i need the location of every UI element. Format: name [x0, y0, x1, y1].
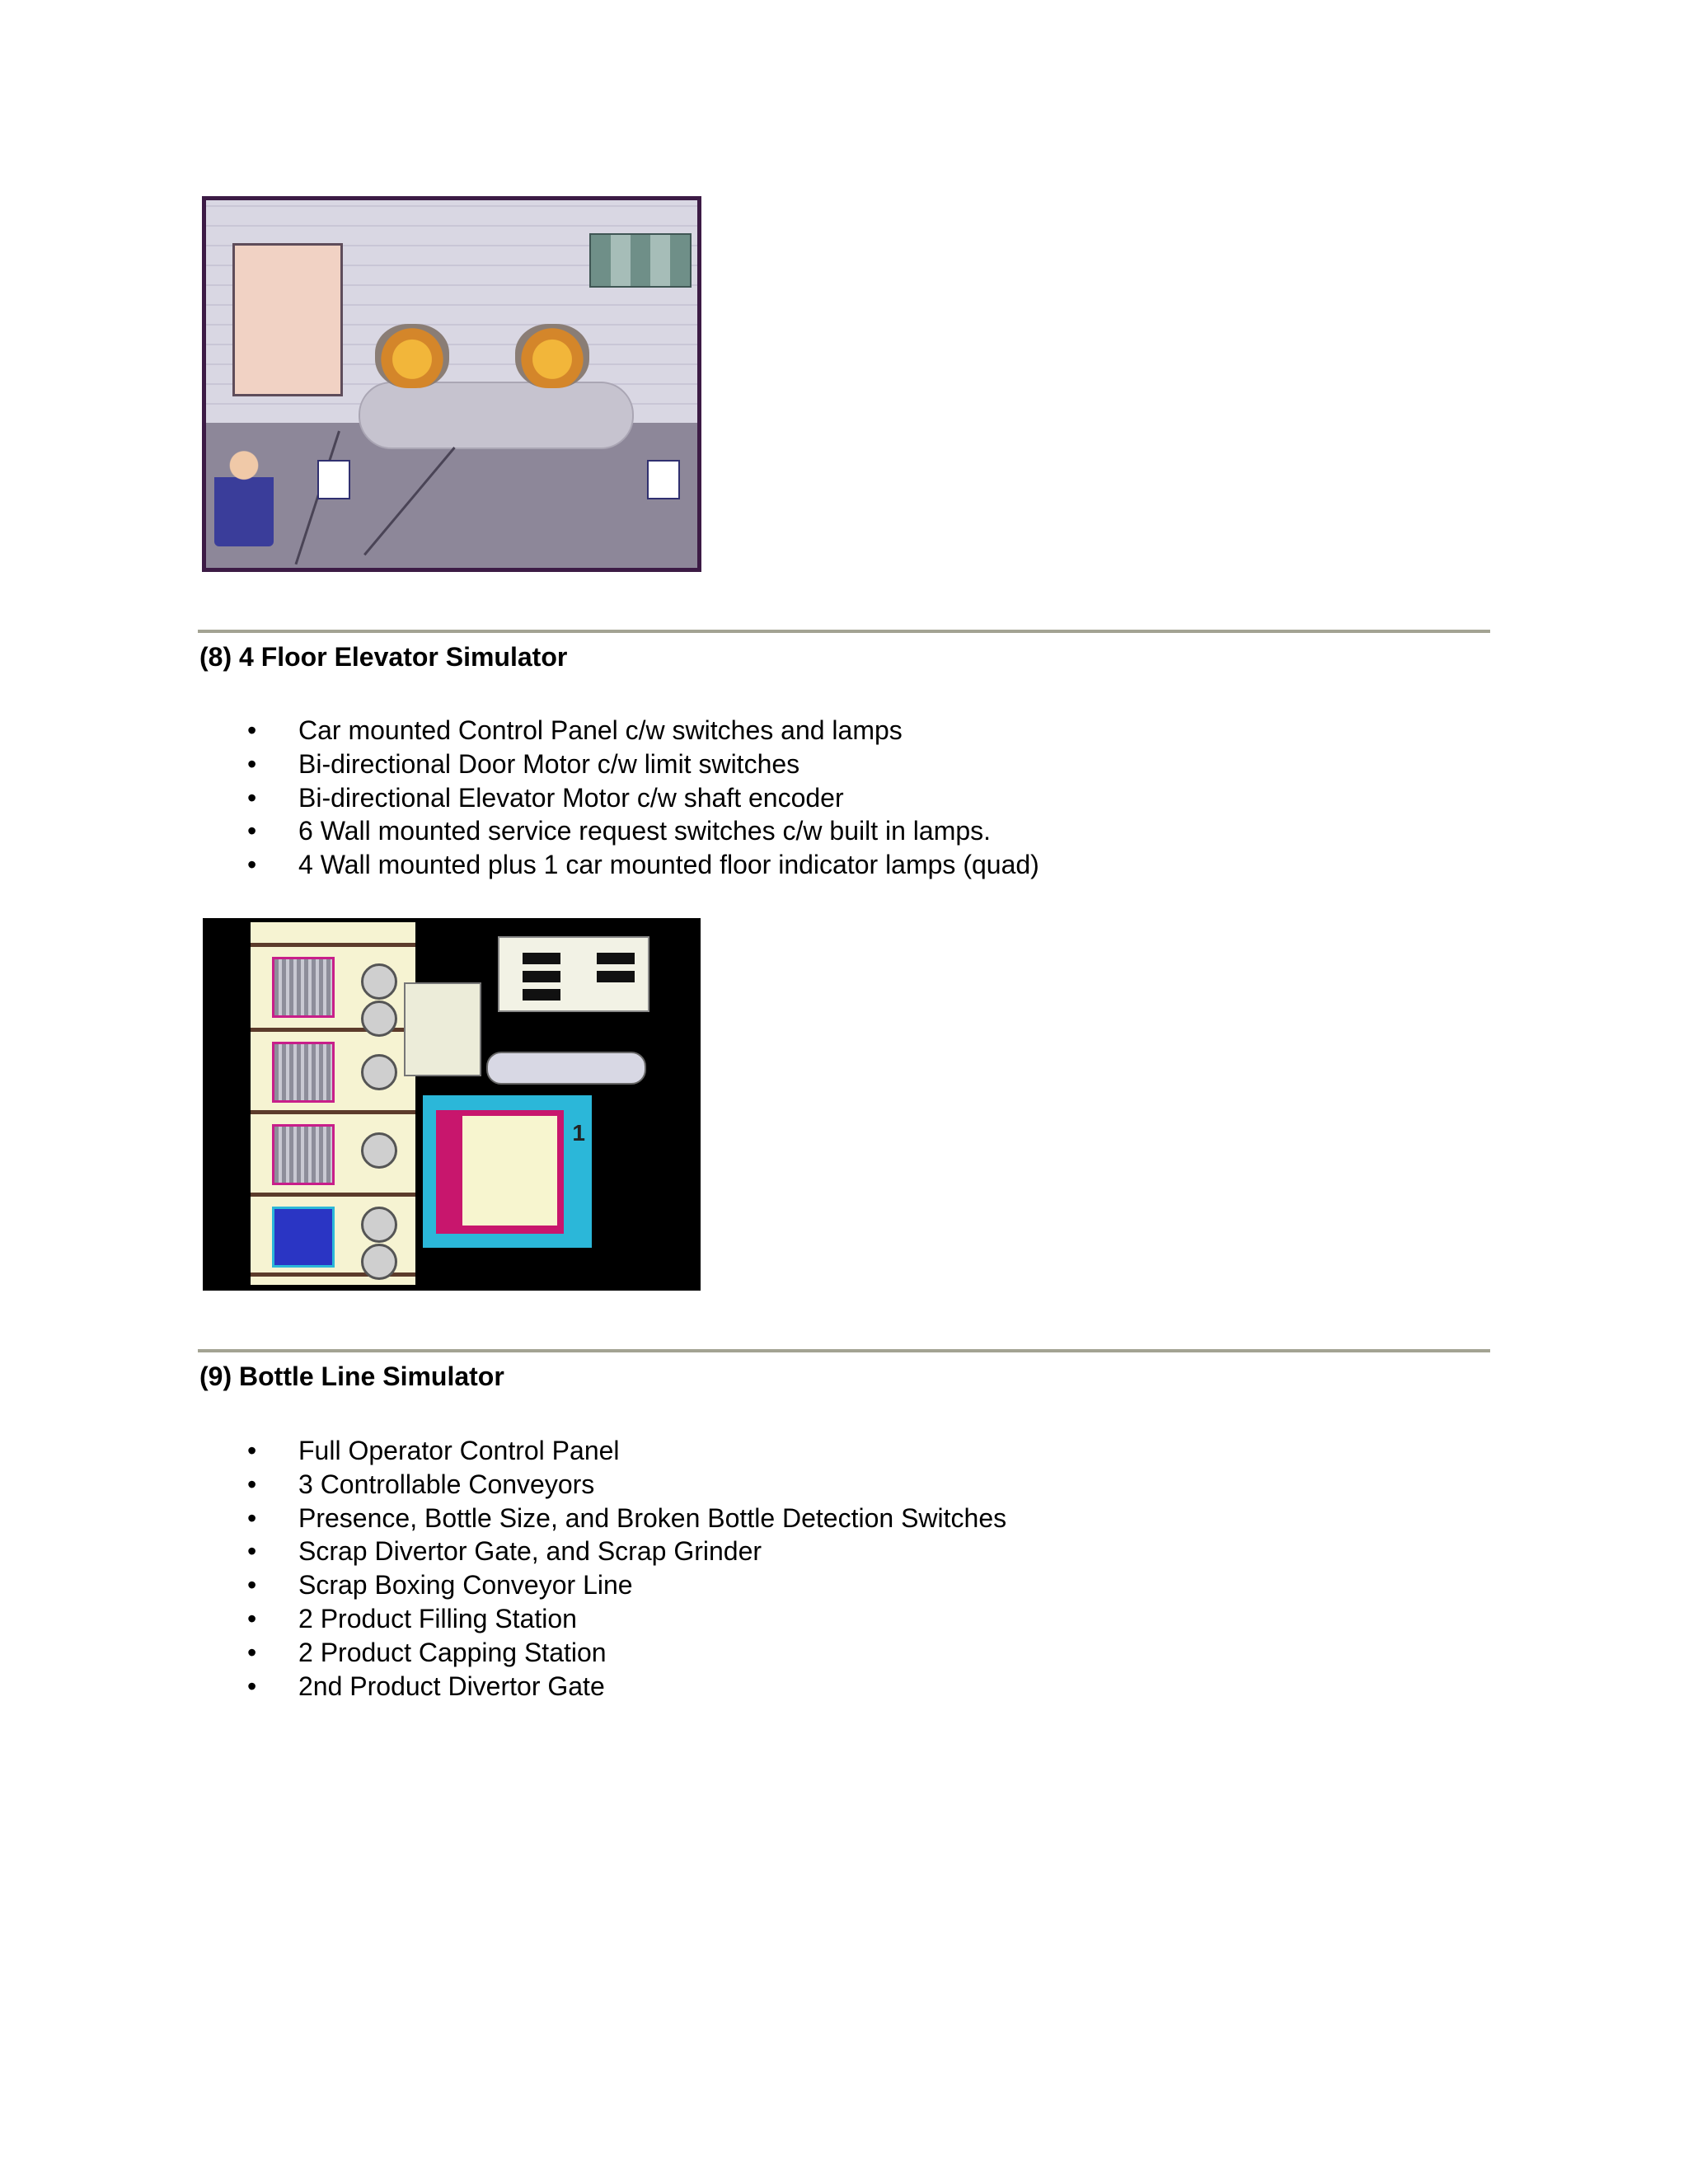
car-control-panel-graphic: [404, 982, 481, 1076]
bottle-line-feature-list: [247, 1434, 1006, 1703]
list-item: • Scrap Divertor Gate, and Scrap Grinder: [247, 1536, 762, 1567]
floor-line: [251, 1110, 415, 1114]
io-legend-graphic: [498, 936, 649, 1012]
elevator-motor-graphic: [486, 1052, 646, 1085]
list-item: • Presence, Bottle Size, and Broken Bottle Detection Switches: [247, 1502, 1007, 1533]
list-item: • Bi-directional Door Motor c/w limit switches: [247, 748, 800, 779]
control-panel-graphic: [232, 243, 343, 396]
elevator-feature-list: [247, 714, 1039, 882]
call-button: [361, 1244, 397, 1280]
motor-right-graphic: [515, 324, 589, 388]
floor-line: [251, 943, 415, 947]
list-item: • 6 Wall mounted service request switches c/w built in lamps.: [247, 816, 992, 846]
plc-rack-graphic: [589, 233, 692, 288]
car-floor-indicator: 1: [572, 1120, 585, 1146]
list-item: • 3 Controllable Conveyors: [247, 1469, 595, 1499]
list-item: • Full Operator Control Panel: [247, 1436, 620, 1465]
elevator-shaft-graphic: [251, 922, 415, 1285]
sensor-box-left: [317, 460, 350, 499]
call-button: [361, 963, 397, 1000]
section-divider-1: [198, 630, 1490, 633]
wizard-character-graphic: [214, 448, 274, 546]
floor-line: [251, 1193, 415, 1197]
elevator-simulator-image: [203, 918, 701, 1291]
floor-door-4: [272, 957, 335, 1018]
list-item: • 2nd Product Divertor Gate: [247, 1671, 605, 1701]
call-button: [361, 1132, 397, 1169]
call-button: [361, 1001, 397, 1037]
sensor-box-right: [647, 460, 680, 499]
conveyor-belt-graphic: [359, 382, 634, 449]
list-item: • 4 Wall mounted plus 1 car mounted floor indicator lamps (quad): [247, 850, 1039, 880]
elevator-car-graphic: [423, 1095, 592, 1248]
call-button: [361, 1054, 397, 1090]
call-button: [361, 1207, 397, 1243]
list-item: • 2 Product Filling Station: [247, 1603, 577, 1633]
floor-door-2: [272, 1124, 335, 1185]
list-item: • 2 Product Capping Station: [247, 1637, 607, 1667]
floor-door-3: [272, 1042, 335, 1103]
list-item: • Bi-directional Elevator Motor c/w shaft encoder: [247, 782, 844, 813]
list-item: • Scrap Boxing Conveyor Line: [247, 1570, 633, 1601]
motor-left-graphic: [375, 324, 449, 388]
list-item: • Car mounted Control Panel c/w switches and lamps: [247, 715, 903, 745]
conveyor-simulator-image: [202, 196, 701, 572]
floor-door-1: [272, 1207, 335, 1268]
section-heading-elevator: (8) 4 Floor Elevator Simulator: [199, 642, 568, 672]
section-divider-2: [198, 1349, 1490, 1352]
section-heading-bottle-line: (9) Bottle Line Simulator: [199, 1361, 504, 1391]
